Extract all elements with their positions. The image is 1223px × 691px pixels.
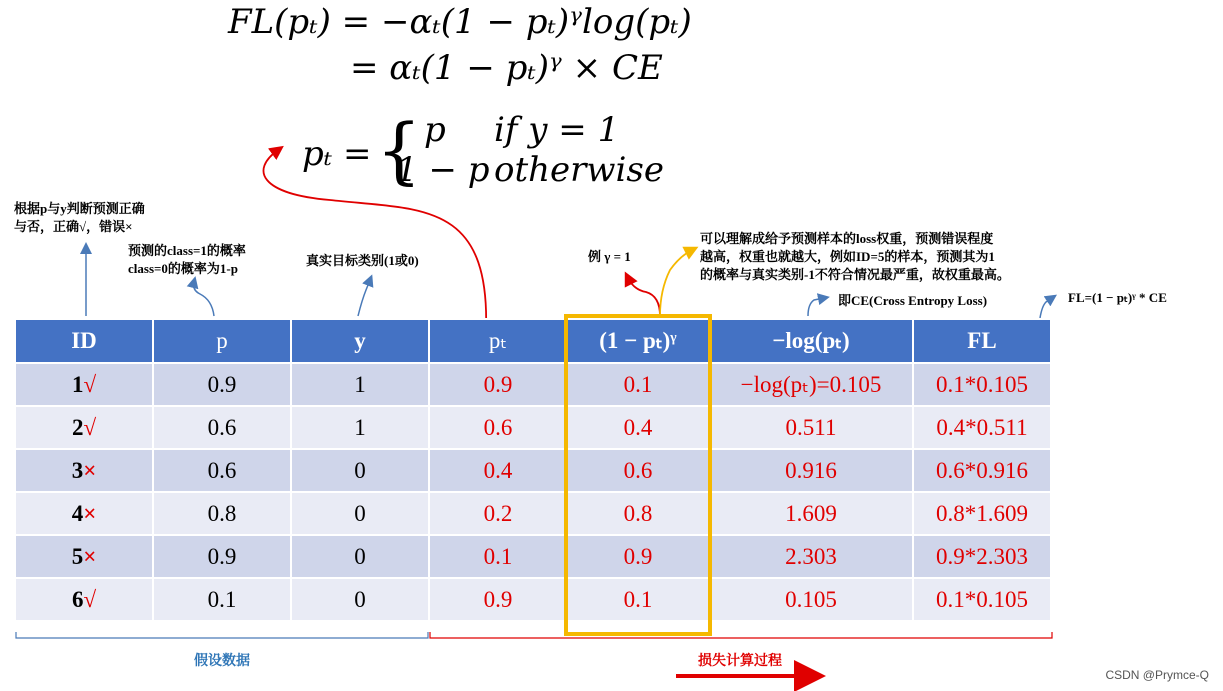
cell-id [15,449,153,492]
correct-mark: √ [83,586,97,612]
cell-p: 0.9 [153,363,291,406]
cell-fl: 0.4*0.511 [913,406,1051,449]
annotation-ce-note: 即CE(Cross Entropy Loss) [838,293,988,308]
annotation-weight-line2: 越高，权重也就越大，例如ID=5的样本，预测其为1 [700,249,995,264]
annotation-weight-line3: 的概率与真实类别-1不符合情况最严重，故权重最高。 [700,267,1010,282]
cell-p: 0.6 [153,449,291,492]
annotation-gamma-example: 例 γ = 1 [588,249,631,264]
header-p: p [153,319,291,363]
cell-y: 1 [291,406,429,449]
formula-pt-case1-value: p [424,110,446,150]
cell-id [15,535,153,578]
correct-mark: √ [83,414,97,440]
cell-weight: 0.4 [567,406,709,449]
cell-ce: 0.105 [709,578,913,621]
bracket-right [430,632,1052,638]
cell-y: 0 [291,535,429,578]
arrow-ce-note [808,298,824,316]
arrow-pt-definition [263,150,486,330]
arrow-fl-note [1040,298,1052,318]
table-row [15,492,1051,535]
formula-fl-line1: FL(pₜ) = −αₜ(1 − pₜ)ᵞlog(pₜ) [228,2,692,42]
cell-p: 0.9 [153,535,291,578]
annotation-judge-line1: 根据p与y判断预测正确 [14,201,145,216]
cell-fl: 0.9*2.303 [913,535,1051,578]
table-row [15,578,1051,621]
formula-fl-line2: = αₜ(1 − pₜ)ᵞ × CE [350,48,663,88]
annotation-fl-note: FL=(1 − pₜ)ᵞ * CE [1068,290,1167,305]
cell-weight: 0.1 [567,578,709,621]
bracket-label-assumed-data: 假设数据 [194,652,250,668]
cell-fl: 0.6*0.916 [913,449,1051,492]
wrong-mark: × [83,543,97,569]
table-row [15,535,1051,578]
correct-mark: √ [83,371,97,397]
id-number: 6 [71,586,84,612]
header-fl: FL [913,319,1051,363]
cell-y: 0 [291,449,429,492]
id-number: 3 [71,457,84,483]
cell-fl: 0.1*0.105 [913,363,1051,406]
cell-p: 0.6 [153,406,291,449]
cell-ce: 0.511 [709,406,913,449]
id-number: 4 [71,500,84,526]
cell-ce: 2.303 [709,535,913,578]
cell-pt: 0.9 [429,363,567,406]
cell-p: 0.1 [153,578,291,621]
annotation-p-line1: 预测的class=1的概率 [128,243,246,258]
cell-pt: 0.4 [429,449,567,492]
cell-y: 0 [291,578,429,621]
cell-id [15,363,153,406]
header-weight: (1 − pₜ)ᵞ [567,319,709,363]
wrong-mark: × [83,457,97,483]
cell-id [15,492,153,535]
cell-ce: −log(pₜ)=0.105 [709,363,913,406]
wrong-mark: × [83,500,97,526]
table-header-row [15,319,1051,363]
annotation-judge-line2: 与否，正确√，错误× [14,219,133,234]
cell-y: 0 [291,492,429,535]
cell-pt: 0.9 [429,578,567,621]
arrow-weight-yellow [660,250,692,316]
cell-weight: 0.9 [567,535,709,578]
annotation-p-line2: class=0的概率为1-p [128,261,238,276]
formula-pt-case1-condition: if y = 1 [494,110,620,150]
focal-loss-table [14,318,1052,622]
header-ce: −log(pₜ) [709,319,913,363]
arrow-y-meaning [358,280,370,316]
bracket-left [16,632,428,638]
id-number: 2 [71,414,84,440]
formula-pt-case2-condition: otherwise [494,150,664,190]
cell-y: 1 [291,363,429,406]
header-id: ID [15,319,153,363]
annotation-weight-line1: 可以理解成给予预测样本的loss权重，预测错误程度 [700,231,994,246]
cell-fl: 0.8*1.609 [913,492,1051,535]
arrow-p-meaning [194,282,214,316]
cell-weight: 0.8 [567,492,709,535]
table-row [15,363,1051,406]
weight-column-highlight [564,314,712,636]
id-number: 5 [71,543,84,569]
arrow-gamma-red [628,278,660,316]
annotation-y-meaning: 真实目标类别(1或0) [306,253,419,268]
table-row [15,406,1051,449]
header-y: y [291,319,429,363]
cell-id [15,406,153,449]
cell-pt: 0.1 [429,535,567,578]
watermark: CSDN @Prymce-Q [1105,668,1209,682]
table-row [15,449,1051,492]
cell-pt: 0.2 [429,492,567,535]
cell-weight: 0.6 [567,449,709,492]
cell-ce: 0.916 [709,449,913,492]
header-pt: pₜ [429,319,567,363]
cell-p: 0.8 [153,492,291,535]
cell-id [15,578,153,621]
brace-symbol: { [376,108,422,192]
cell-weight: 0.1 [567,363,709,406]
formula-pt-lhs: pₜ = [302,134,372,174]
id-number: 1 [71,371,84,397]
cell-pt: 0.6 [429,406,567,449]
bracket-label-loss-process: 损失计算过程 [698,652,782,668]
cell-fl: 0.1*0.105 [913,578,1051,621]
formula-pt-case2-value: 1 − p [396,150,490,190]
cell-ce: 1.609 [709,492,913,535]
